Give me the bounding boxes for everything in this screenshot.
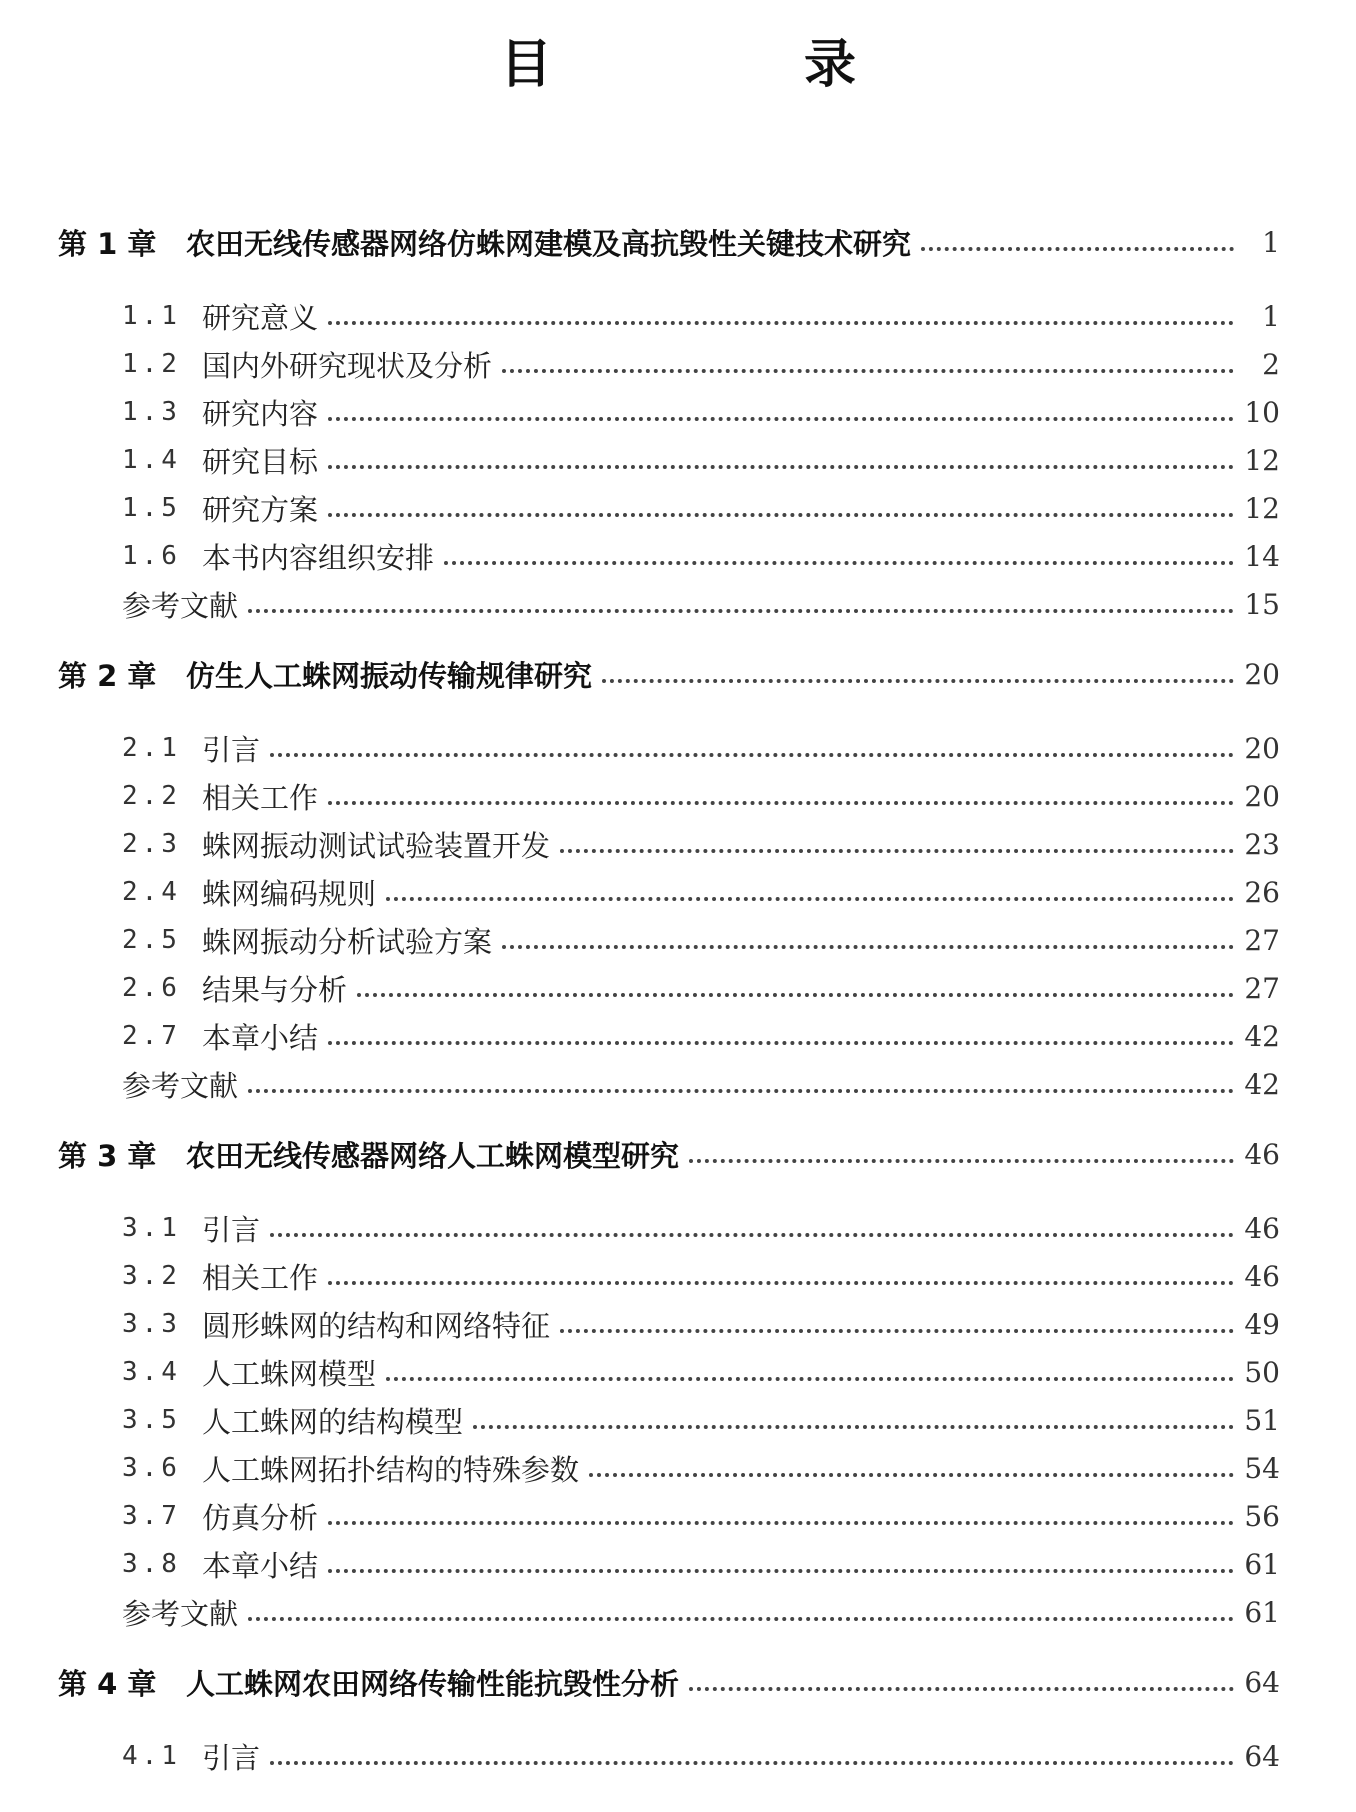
chapter-title: 农田无线传感器网络仿蛛网建模及高抗毁性关键技术研究 — [186, 226, 912, 261]
page-number: 42 — [1244, 1067, 1280, 1101]
section-title: 引言 — [202, 732, 261, 767]
toc-section-2-4[interactable] — [122, 870, 1280, 914]
page-number: 61 — [1244, 1595, 1280, 1629]
section-number: 2.3 — [122, 829, 181, 859]
dot-leader — [328, 1039, 1234, 1045]
dot-leader — [589, 1471, 1234, 1477]
page-number: 51 — [1244, 1403, 1280, 1437]
page-number: 27 — [1244, 971, 1280, 1005]
section-number: 1.5 — [122, 493, 181, 523]
dot-leader — [357, 991, 1234, 997]
dot-leader — [328, 415, 1234, 421]
section-title: 引言 — [202, 1740, 261, 1775]
section-number: 1.1 — [122, 301, 181, 331]
dot-leader — [248, 1615, 1234, 1621]
toc-chapter-4[interactable] — [58, 1660, 1280, 1704]
chapter-title: 人工蛛网农田网络传输性能抗毁性分析 — [186, 1666, 680, 1701]
section-title: 研究内容 — [202, 396, 319, 431]
dot-leader — [560, 847, 1234, 853]
references-title: 参考文献 — [122, 588, 239, 623]
section-title: 本章小结 — [202, 1020, 319, 1055]
toc-references-3[interactable] — [122, 1590, 1280, 1634]
section-number: 1.4 — [122, 445, 181, 475]
dot-leader — [328, 799, 1234, 805]
section-title: 本章小结 — [202, 1548, 319, 1583]
references-title: 参考文献 — [122, 1068, 239, 1103]
section-number: 2.2 — [122, 781, 181, 811]
section-title: 本书内容组织安排 — [202, 540, 435, 575]
dot-leader — [328, 319, 1234, 325]
dot-leader — [386, 1375, 1234, 1381]
toc-section-2-5[interactable] — [122, 918, 1280, 962]
section-title: 人工蛛网模型 — [202, 1356, 377, 1391]
toc-section-2-7[interactable] — [122, 1014, 1280, 1058]
section-number: 2.5 — [122, 925, 181, 955]
dot-leader — [689, 1157, 1234, 1163]
section-number: 4.1 — [122, 1741, 181, 1771]
section-number: 3.3 — [122, 1309, 181, 1339]
dot-leader — [270, 751, 1234, 757]
chapter-label: 第 4 章 — [58, 1666, 157, 1701]
page-number: 2 — [1262, 347, 1280, 381]
section-number: 3.6 — [122, 1453, 181, 1483]
page-number: 64 — [1244, 1739, 1280, 1773]
section-number: 3.8 — [122, 1549, 181, 1579]
page-number: 26 — [1244, 875, 1280, 909]
dot-leader — [502, 943, 1234, 949]
dot-leader — [328, 1279, 1234, 1285]
page-number: 14 — [1244, 539, 1280, 573]
toc-references-2[interactable] — [122, 1062, 1280, 1106]
section-title: 相关工作 — [202, 1260, 319, 1295]
dot-leader — [560, 1327, 1234, 1333]
toc-section-1-5[interactable] — [122, 486, 1280, 530]
toc-section-3-3[interactable] — [122, 1302, 1280, 1346]
toc-chapter-1[interactable] — [58, 220, 1280, 264]
section-title: 仿真分析 — [202, 1500, 319, 1535]
section-number: 2.6 — [122, 973, 181, 1003]
toc-chapter-2[interactable] — [58, 652, 1280, 696]
section-number: 2.7 — [122, 1021, 181, 1051]
page-number: 12 — [1244, 491, 1280, 525]
toc-section-2-6[interactable] — [122, 966, 1280, 1010]
section-number: 2.1 — [122, 733, 181, 763]
page-number: 61 — [1244, 1547, 1280, 1581]
toc-section-3-1[interactable] — [122, 1206, 1280, 1250]
dot-leader — [444, 559, 1234, 565]
page-number: 64 — [1244, 1665, 1280, 1699]
section-title: 蛛网编码规则 — [202, 876, 377, 911]
toc-section-2-1[interactable] — [122, 726, 1280, 770]
dot-leader — [328, 1567, 1234, 1573]
page-number: 50 — [1244, 1355, 1280, 1389]
dot-leader — [248, 1087, 1234, 1093]
dot-leader — [328, 1519, 1234, 1525]
toc-section-4-1[interactable] — [122, 1734, 1280, 1778]
toc-section-1-6[interactable] — [122, 534, 1280, 578]
section-number: 3.5 — [122, 1405, 181, 1435]
page-number: 23 — [1244, 827, 1280, 861]
page-title: 目 录 — [499, 35, 956, 95]
dot-leader — [921, 245, 1234, 251]
toc-chapter-3[interactable] — [58, 1132, 1280, 1176]
chapter-label: 第 3 章 — [58, 1138, 157, 1173]
section-number: 3.4 — [122, 1357, 181, 1387]
section-title: 研究意义 — [202, 300, 319, 335]
toc-section-3-2[interactable] — [122, 1254, 1280, 1298]
section-number: 2.4 — [122, 877, 181, 907]
section-title: 结果与分析 — [202, 972, 348, 1007]
section-number: 3.1 — [122, 1213, 181, 1243]
page-number: 20 — [1244, 779, 1280, 813]
section-title: 人工蛛网的结构模型 — [202, 1404, 464, 1439]
page-number: 56 — [1244, 1499, 1280, 1533]
section-number: 1.2 — [122, 349, 181, 379]
page-number: 27 — [1244, 923, 1280, 957]
chapter-label: 第 2 章 — [58, 658, 157, 693]
section-title: 蛛网振动分析试验方案 — [202, 924, 493, 959]
page-number: 42 — [1244, 1019, 1280, 1053]
section-title: 研究目标 — [202, 444, 319, 479]
page-number: 1 — [1262, 225, 1280, 259]
toc-section-2-2[interactable] — [122, 774, 1280, 818]
toc-section-3-8[interactable] — [122, 1542, 1280, 1586]
dot-leader — [689, 1685, 1234, 1691]
section-number: 1.3 — [122, 397, 181, 427]
toc-section-3-4[interactable] — [122, 1350, 1280, 1394]
toc-section-2-3[interactable] — [122, 822, 1280, 866]
dot-leader — [328, 511, 1234, 517]
page-number: 20 — [1244, 657, 1280, 691]
toc-section-1-3[interactable] — [122, 390, 1280, 434]
section-title: 国内外研究现状及分析 — [202, 348, 493, 383]
dot-leader — [473, 1423, 1234, 1429]
page-number: 46 — [1244, 1259, 1280, 1293]
toc-section-3-5[interactable] — [122, 1398, 1280, 1442]
page-number: 15 — [1244, 587, 1280, 621]
page-number: 1 — [1262, 299, 1280, 333]
chapter-title: 仿生人工蛛网振动传输规律研究 — [186, 658, 593, 693]
toc-references-1[interactable] — [122, 582, 1280, 626]
toc-section-1-1[interactable] — [122, 294, 1280, 338]
dot-leader — [386, 895, 1234, 901]
section-title: 圆形蛛网的结构和网络特征 — [202, 1308, 551, 1343]
toc-section-1-4[interactable] — [122, 438, 1280, 482]
page-number: 46 — [1244, 1137, 1280, 1171]
chapter-title: 农田无线传感器网络人工蛛网模型研究 — [186, 1138, 680, 1173]
dot-leader — [248, 607, 1234, 613]
section-number: 3.2 — [122, 1261, 181, 1291]
dot-leader — [602, 677, 1234, 683]
section-title: 相关工作 — [202, 780, 319, 815]
section-number: 3.7 — [122, 1501, 181, 1531]
page-number: 54 — [1244, 1451, 1280, 1485]
dot-leader — [270, 1231, 1234, 1237]
chapter-label: 第 1 章 — [58, 226, 157, 261]
section-title: 引言 — [202, 1212, 261, 1247]
page-number: 20 — [1244, 731, 1280, 765]
page-number: 10 — [1244, 395, 1280, 429]
section-title: 研究方案 — [202, 492, 319, 527]
dot-leader — [502, 367, 1234, 373]
section-number: 1.6 — [122, 541, 181, 571]
dot-leader — [270, 1759, 1234, 1765]
references-title: 参考文献 — [122, 1596, 239, 1631]
section-title: 蛛网振动测试试验装置开发 — [202, 828, 551, 863]
page-number: 46 — [1244, 1211, 1280, 1245]
toc-section-3-6[interactable] — [122, 1446, 1280, 1490]
toc-section-3-7[interactable] — [122, 1494, 1280, 1538]
toc-section-1-2[interactable] — [122, 342, 1280, 386]
section-title: 人工蛛网拓扑结构的特殊参数 — [202, 1452, 580, 1487]
page-number: 12 — [1244, 443, 1280, 477]
page-number: 49 — [1244, 1307, 1280, 1341]
dot-leader — [328, 463, 1234, 469]
